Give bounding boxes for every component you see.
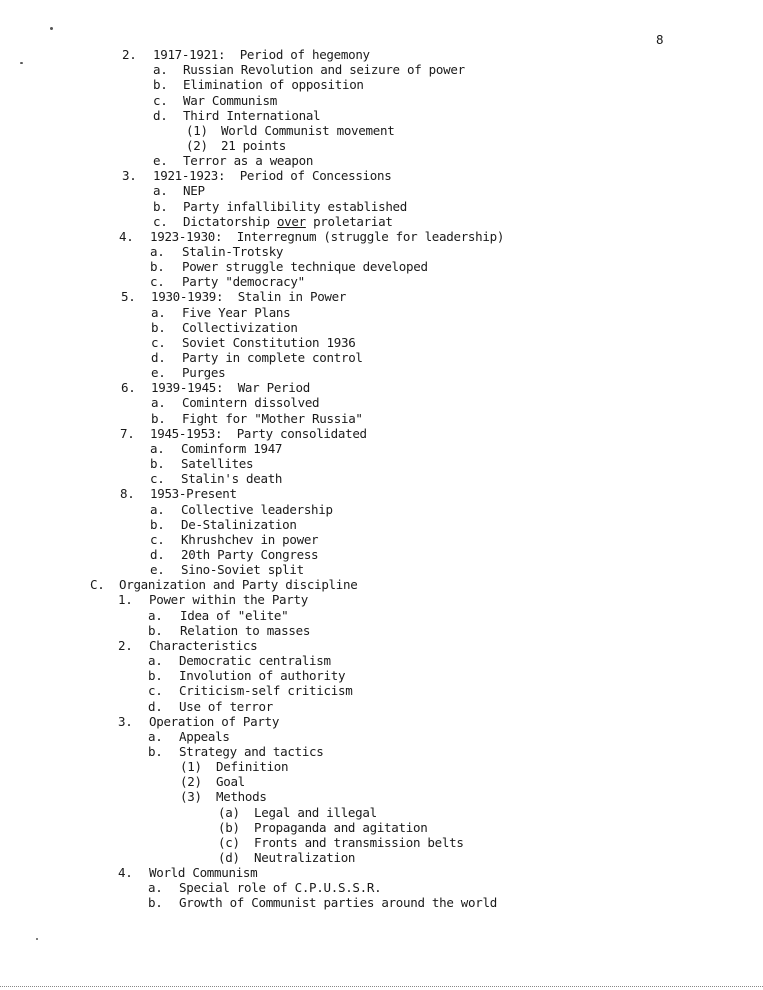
outline-text: 20th Party Congress [181, 547, 319, 562]
outline-line [150, 244, 283, 259]
outline-marker: (c) [218, 834, 240, 850]
outline-line [153, 108, 320, 123]
outline-text: Party "democracy" [182, 274, 305, 290]
outline-marker: a. [148, 880, 163, 896]
outline-text: De-Stalinization [181, 516, 297, 532]
outline-line [119, 229, 504, 244]
outline-line [118, 714, 279, 729]
outline-marker: c. [153, 92, 168, 108]
outline-line [148, 653, 331, 668]
outline-line [151, 411, 363, 426]
outline-line [122, 47, 370, 62]
outline-line [218, 850, 355, 865]
outline-line [186, 123, 394, 138]
outline-text: Legal and illegal [254, 804, 377, 820]
outline-line [150, 562, 304, 577]
outline-text: Satellites [181, 456, 254, 472]
outline-marker: (a) [218, 804, 240, 820]
outline-text: Power within the Party [149, 592, 308, 608]
outline-marker: a. [150, 440, 165, 456]
outline-text: Dictatorship over proletariat [183, 213, 393, 229]
outline-line [153, 62, 465, 77]
outline-text: Collectivization [182, 319, 298, 335]
outline-text: NEP [183, 183, 205, 199]
outline-text: Third International [183, 107, 321, 123]
outline-marker: a. [150, 501, 165, 517]
outline-marker: 2. [122, 47, 137, 62]
outline-line [150, 441, 282, 456]
outline-text: Five Year Plans [182, 304, 291, 320]
outline-text: Criticism-self criticism [179, 683, 353, 699]
outline-text: Special role of C.P.U.S.S.R. [179, 880, 382, 896]
outline-line [151, 365, 225, 380]
outline-text: Comintern dissolved [182, 395, 320, 411]
outline-marker: 3. [122, 168, 137, 184]
outline-text: Purges [182, 365, 226, 381]
outline-marker: a. [151, 304, 166, 320]
outline-marker: b. [150, 259, 165, 275]
outline-marker: b. [148, 622, 163, 638]
outline-marker: d. [148, 698, 163, 714]
page-number: 8 [656, 32, 664, 47]
outline-line [150, 274, 305, 289]
outline-marker: c. [148, 683, 163, 699]
outline-marker: b. [153, 198, 168, 214]
outline-text: Collective leadership [181, 501, 333, 517]
outline-text: Propaganda and agitation [254, 819, 428, 835]
outline-line [180, 759, 288, 774]
outline-marker: b. [150, 516, 165, 532]
outline-text: Power struggle technique developed [182, 259, 428, 275]
outline-marker: 4. [118, 865, 133, 881]
outline-line [153, 199, 407, 214]
outline-line [148, 699, 273, 714]
outline-line [148, 683, 352, 698]
outline-marker: b. [153, 77, 168, 93]
outline-marker: c. [150, 274, 165, 290]
outline-marker: a. [150, 244, 165, 259]
outline-marker: 8. [120, 486, 135, 502]
outline-line [118, 638, 257, 653]
outline-line [150, 502, 333, 517]
outline-text: 1939-1945: War Period [151, 380, 310, 396]
outline-text: Use of terror [179, 698, 273, 714]
outline-line [120, 486, 237, 501]
outline-text: Idea of "elite" [180, 607, 289, 623]
outline-marker: (1) [180, 759, 202, 775]
outline-text: World Communist movement [221, 122, 395, 138]
outline-marker: C. [90, 577, 105, 593]
outline-marker: (2) [180, 774, 202, 790]
outline-marker: b. [148, 895, 163, 911]
outline-text: Sino-Soviet split [181, 562, 304, 578]
outline-text: Appeals [179, 728, 230, 744]
scan-speck [50, 27, 53, 30]
outline-line [150, 532, 318, 547]
page-bottom-rule [0, 986, 763, 987]
outline-marker: (2) [186, 137, 208, 153]
outline-line [153, 153, 313, 168]
outline-line [121, 380, 310, 395]
outline-line [150, 547, 318, 562]
outline-marker: c. [150, 471, 165, 487]
outline-marker: a. [151, 395, 166, 411]
outline-line [180, 789, 267, 804]
outline-marker: b. [150, 456, 165, 472]
outline-line [148, 608, 288, 623]
outline-marker: (b) [218, 819, 240, 835]
outline-marker: 3. [118, 713, 133, 729]
outline-line [150, 456, 253, 471]
outline-text: Khrushchev in power [181, 531, 319, 547]
outline-marker: d. [153, 107, 168, 123]
outline-text: Russian Revolution and seizure of power [183, 62, 465, 78]
outline-text: Growth of Communist parties around the world [179, 895, 497, 911]
outline-line [151, 305, 290, 320]
outline-text: Soviet Constitution 1936 [182, 334, 356, 350]
outline-line [118, 865, 257, 880]
outline-marker: a. [148, 728, 163, 744]
outline-marker: a. [148, 607, 163, 623]
outline-line [186, 138, 286, 153]
outline-text: Relation to masses [180, 622, 311, 638]
outline-text: War Communism [183, 92, 277, 108]
outline-text: Fronts and transmission belts [254, 834, 464, 850]
outline-line [151, 350, 363, 365]
outline-marker: b. [151, 410, 166, 426]
outline-line [153, 77, 364, 92]
outline-line [150, 259, 428, 274]
outline-text: Elimination of opposition [183, 77, 364, 93]
outline-text: Stalin-Trotsky [182, 244, 284, 259]
outline-text: Strategy and tactics [179, 743, 324, 759]
outline-line [122, 168, 391, 183]
outline-line [218, 805, 377, 820]
outline-line [120, 426, 367, 441]
outline-text: Characteristics [149, 637, 258, 653]
outline-text: Operation of Party [149, 713, 280, 729]
outline-marker: b. [151, 319, 166, 335]
outline-line [148, 744, 324, 759]
outline-text: Neutralization [254, 850, 356, 865]
outline-marker: (1) [186, 122, 208, 138]
outline-line [148, 668, 345, 683]
scan-speck [36, 938, 38, 940]
outline-text: Democratic centralism [179, 653, 331, 668]
outline-marker: d. [151, 350, 166, 365]
outline-text: 21 points [221, 137, 287, 153]
outline-line [150, 517, 297, 532]
outline-line [121, 289, 346, 304]
outline-text: Goal [216, 774, 245, 790]
outline-text: Involution of authority [179, 668, 346, 684]
outline-line [148, 895, 497, 910]
outline-marker: (3) [180, 789, 202, 805]
outline-line [148, 623, 310, 638]
outline-line [180, 774, 245, 789]
outline-text: 1945-1953: Party consolidated [150, 425, 367, 441]
outline-marker: 5. [121, 289, 136, 305]
outline-line [218, 820, 427, 835]
outline-marker: b. [148, 668, 163, 684]
outline-line [148, 729, 230, 744]
outline-marker: c. [151, 334, 166, 350]
outline-text: Methods [216, 789, 267, 805]
outline-line [151, 395, 319, 410]
outline-marker: 4. [119, 228, 134, 244]
outline-marker: a. [153, 183, 168, 199]
outline-line [150, 471, 282, 486]
outline-text: Party infallibility established [183, 198, 407, 214]
outline-marker: e. [151, 365, 166, 381]
outline-marker: 7. [120, 425, 135, 441]
outline-text: Party in complete control [182, 350, 363, 365]
outline-marker: c. [150, 531, 165, 547]
outline-line [151, 335, 355, 350]
outline-line [218, 835, 464, 850]
outline-text: Terror as a weapon [183, 153, 314, 169]
outline-line [153, 93, 277, 108]
outline-line [118, 592, 308, 607]
outline-marker: e. [153, 153, 168, 169]
outline-text: Cominform 1947 [181, 440, 283, 456]
outline-marker: (d) [218, 850, 240, 865]
outline-marker: e. [150, 562, 165, 578]
outline-text: Definition [216, 759, 289, 775]
outline-line [153, 183, 205, 198]
outline-marker: a. [148, 653, 163, 668]
outline-text: Fight for "Mother Russia" [182, 410, 363, 426]
outline-line [153, 214, 393, 229]
outline-line [151, 320, 298, 335]
outline-marker: a. [153, 62, 168, 78]
outline-text: 1953-Present [150, 486, 237, 502]
outline-marker: 2. [118, 637, 133, 653]
outline-text: World Communism [149, 865, 258, 881]
outline-line [148, 880, 381, 895]
outline-text: Organization and Party discipline [119, 577, 358, 593]
outline-text: 1923-1930: Interregnum (struggle for leadership) [150, 228, 505, 244]
outline-text: Stalin's death [181, 471, 283, 487]
outline-text: 1930-1939: Stalin in Power [151, 289, 347, 305]
outline-marker: d. [150, 547, 165, 562]
outline-text: 1917-1921: Period of hegemony [153, 47, 370, 62]
outline-text: 1921-1923: Period of Concessions [153, 168, 392, 184]
outline-marker: b. [148, 743, 163, 759]
outline-line [90, 577, 357, 592]
scan-speck [20, 62, 23, 64]
outline-marker: c. [153, 213, 168, 229]
outline-marker: 1. [118, 592, 133, 608]
outline-marker: 6. [121, 380, 136, 396]
